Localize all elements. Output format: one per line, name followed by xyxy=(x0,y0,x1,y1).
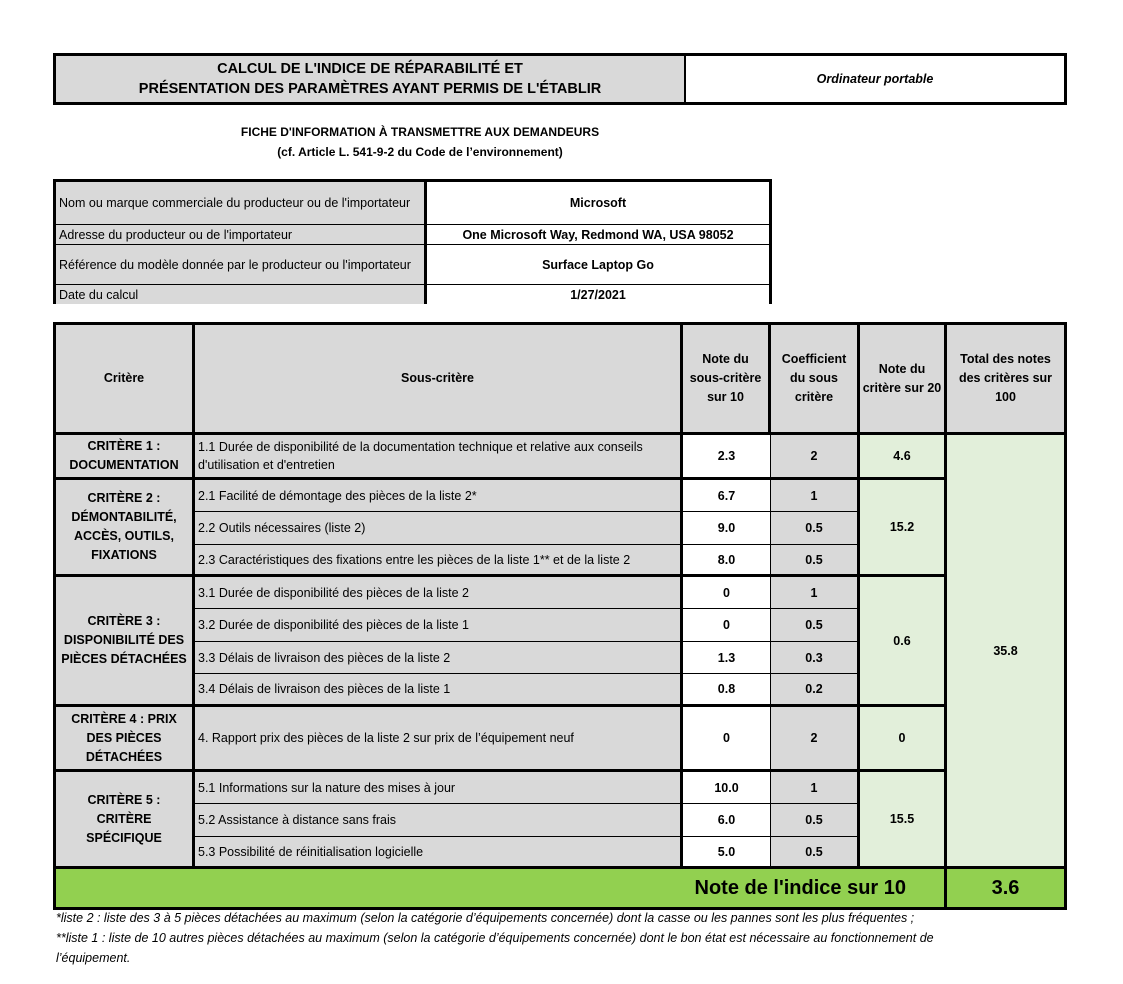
subtitle xyxy=(160,122,680,162)
subcriterion-1-1: 1.1 Durée de disponibilité de la documentation technique et relative aux conseils d'utilisation et d'entretien xyxy=(195,435,683,480)
index-score: 3.6 xyxy=(947,869,1064,907)
note-2-2: 9.0 xyxy=(683,512,771,545)
note-3-3: 1.3 xyxy=(683,642,771,674)
info-value: One Microsoft Way, Redmond WA, USA 98052 xyxy=(427,225,769,244)
subcriterion-2-3: 2.3 Caractéristiques des fixations entre les pièces de la liste 1** et de la liste 2 xyxy=(195,545,683,577)
info-label: Adresse du producteur ou de l'importateur xyxy=(56,225,427,244)
score-criterion-4: 0 xyxy=(860,707,947,772)
coef-4: 2 xyxy=(771,707,860,772)
subcriterion-5-2: 5.2 Assistance à distance sans frais xyxy=(195,804,683,837)
coef-5-3: 0.5 xyxy=(771,837,860,869)
total-score-100: 35.8 xyxy=(947,435,1064,869)
coef-3-1: 1 xyxy=(771,577,860,609)
coef-2-2: 0.5 xyxy=(771,512,860,545)
info-row-model-reference xyxy=(56,245,769,285)
info-row-producer-address xyxy=(56,225,769,245)
subcriterion-3-3: 3.3 Délais de livraison des pièces de la liste 2 xyxy=(195,642,683,674)
subcriterion-3-1: 3.1 Durée de disponibilité des pièces de la liste 2 xyxy=(195,577,683,609)
subcriterion-3-4: 3.4 Délais de livraison des pièces de la liste 1 xyxy=(195,674,683,707)
note-2-3: 8.0 xyxy=(683,545,771,577)
info-value: 1/27/2021 xyxy=(427,285,769,304)
info-label: Date du calcul xyxy=(56,285,427,304)
header-note-critere: Note du critère sur 20 xyxy=(860,325,947,435)
coef-1-1: 2 xyxy=(771,435,860,480)
subtitle-line-2: (cf. Article L. 541-9-2 du Code de l’environnement) xyxy=(277,145,563,159)
note-3-4: 0.8 xyxy=(683,674,771,707)
info-label: Référence du modèle donnée par le producteur ou l'importateur xyxy=(56,245,427,284)
repairability-table xyxy=(53,322,1067,910)
score-criterion-5: 15.5 xyxy=(860,772,947,869)
title-line-1: CALCUL DE L'INDICE DE RÉPARABILITÉ ET xyxy=(217,61,523,77)
info-row-calc-date xyxy=(56,285,769,304)
note-5-2: 6.0 xyxy=(683,804,771,837)
coef-2-1: 1 xyxy=(771,480,860,512)
footnote-liste-1: **liste 1 : liste de 10 autres pièces détachées au maximum (selon la catégorie d’équipements concernée) dont le bon état est nécessaire au fonctionnement de l’équipement. xyxy=(56,931,934,965)
subcriterion-5-3: 5.3 Possibilité de réinitialisation logicielle xyxy=(195,837,683,869)
criterion-4-label: CRITÈRE 4 : PRIX DES PIÈCES DÉTACHÉES xyxy=(56,707,195,772)
note-2-1: 6.7 xyxy=(683,480,771,512)
coef-5-1: 1 xyxy=(771,772,860,804)
title-box xyxy=(53,53,1067,105)
coef-3-4: 0.2 xyxy=(771,674,860,707)
footnotes xyxy=(56,908,1066,968)
info-row-producer-name xyxy=(56,182,769,225)
equipment-category: Ordinateur portable xyxy=(686,56,1064,102)
info-label: Nom ou marque commerciale du producteur ou de l'importateur xyxy=(56,182,427,224)
header-sous-critere: Sous-critère xyxy=(195,325,683,435)
index-label: Note de l'indice sur 10 xyxy=(56,869,947,907)
score-criterion-1: 4.6 xyxy=(860,435,947,480)
subcriterion-2-1: 2.1 Facilité de démontage des pièces de la liste 2* xyxy=(195,480,683,512)
header-coefficient: Coefficient du sous critère xyxy=(771,325,860,435)
coef-3-3: 0.3 xyxy=(771,642,860,674)
note-3-2: 0 xyxy=(683,609,771,642)
note-5-3: 5.0 xyxy=(683,837,771,869)
document-title xyxy=(56,56,686,102)
info-value: Surface Laptop Go xyxy=(427,245,769,284)
subcriterion-3-2: 3.2 Durée de disponibilité des pièces de la liste 1 xyxy=(195,609,683,642)
subcriterion-5-1: 5.1 Informations sur la nature des mises à jour xyxy=(195,772,683,804)
subcriterion-4: 4. Rapport prix des pièces de la liste 2 sur prix de l’équipement neuf xyxy=(195,707,683,772)
subtitle-line-1: FICHE D'INFORMATION À TRANSMETTRE AUX DEMANDEURS xyxy=(240,125,600,139)
note-1-1: 2.3 xyxy=(683,435,771,480)
criterion-5-label: CRITÈRE 5 : CRITÈRE SPÉCIFIQUE xyxy=(56,772,195,869)
coef-3-2: 0.5 xyxy=(771,609,860,642)
header-critere: Critère xyxy=(56,325,195,435)
subcriterion-2-2: 2.2 Outils nécessaires (liste 2) xyxy=(195,512,683,545)
score-criterion-3: 0.6 xyxy=(860,577,947,707)
coef-2-3: 0.5 xyxy=(771,545,860,577)
score-criterion-2: 15.2 xyxy=(860,480,947,577)
header-total: Total des notes des critères sur 100 xyxy=(947,325,1064,435)
note-3-1: 0 xyxy=(683,577,771,609)
title-line-2: PRÉSENTATION DES PARAMÈTRES AYANT PERMIS DE L'ÉTABLIR xyxy=(138,81,602,97)
criterion-3-label: CRITÈRE 3 : DISPONIBILITÉ DES PIÈCES DÉTACHÉES xyxy=(56,577,195,707)
coef-5-2: 0.5 xyxy=(771,804,860,837)
note-4: 0 xyxy=(683,707,771,772)
header-note-sous-critere: Note du sous-critère sur 10 xyxy=(683,325,771,435)
criterion-1-label: CRITÈRE 1 : DOCUMENTATION xyxy=(56,435,195,480)
footnote-liste-2: *liste 2 : liste des 3 à 5 pièces détachées au maximum (selon la catégorie d’équipements concernée) dont la casse ou les pannes sont les plus fréquentes ; xyxy=(56,911,915,925)
criterion-2-label: CRITÈRE 2 : DÉMONTABILITÉ, ACCÈS, OUTILS, FIXATIONS xyxy=(56,480,195,577)
producer-info-table xyxy=(53,179,772,304)
note-5-1: 10.0 xyxy=(683,772,771,804)
info-value: Microsoft xyxy=(427,182,769,224)
